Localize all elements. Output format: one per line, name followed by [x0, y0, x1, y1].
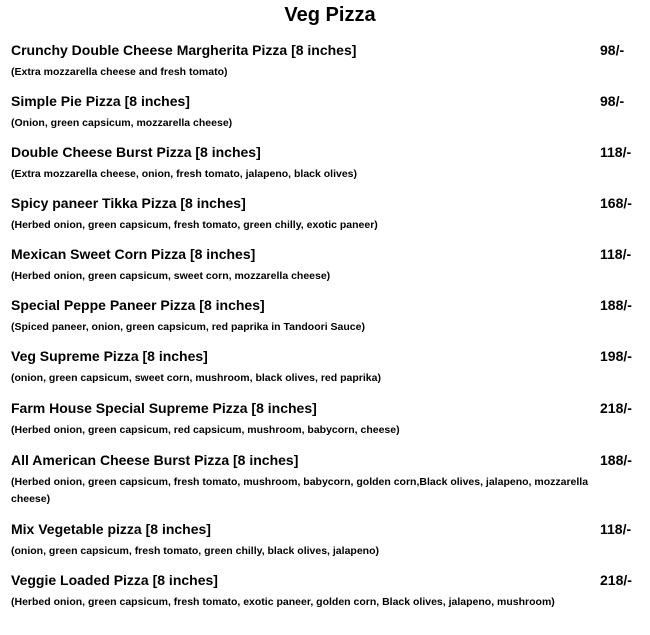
item-description: (Herbed onion, green capsicum, fresh tomato, green chilly, exotic paneer) — [11, 219, 378, 231]
item-description: (Onion, green capsicum, mozzarella cheese) — [11, 117, 233, 129]
item-price: 188/- — [600, 452, 632, 468]
item-name: Spicy paneer Tikka Pizza [8 inches] — [11, 195, 246, 211]
item-description: (onion, green capsicum, sweet corn, mushroom, black olives, red paprika) — [11, 372, 381, 384]
item-description: (onion, green capsicum, fresh tomato, green chilly, black olives, jalapeno) — [11, 545, 379, 557]
item-description: (Herbed onion, green capsicum, fresh tomato, exotic paneer, golden corn, Black olives, jalapeno, mushroom) — [11, 596, 555, 608]
item-price: 168/- — [600, 195, 632, 211]
item-price: 218/- — [600, 400, 632, 416]
item-price: 218/- — [600, 572, 632, 588]
item-name: Mexican Sweet Corn Pizza [8 inches] — [11, 246, 256, 262]
item-price: 98/- — [600, 42, 625, 58]
item-description: (Herbed onion, green capsicum, sweet corn, mozzarella cheese) — [11, 270, 331, 282]
item-name: Special Peppe Paneer Pizza [8 inches] — [11, 297, 265, 313]
item-description: (Extra mozzarella cheese and fresh tomato) — [11, 66, 228, 78]
item-price: 98/- — [600, 93, 625, 109]
item-name: Veggie Loaded Pizza [8 inches] — [11, 572, 218, 588]
item-name: Crunchy Double Cheese Margherita Pizza [8 inches] — [11, 42, 357, 58]
item-description: (Herbed onion, green capsicum, fresh tomato, mushroom, babycorn, golden corn,Black olives, jalapeno, mozzarella cheese) — [11, 476, 589, 505]
item-name: All American Cheese Burst Pizza [8 inches] — [11, 452, 299, 468]
item-description: (Extra mozzarella cheese, onion, fresh tomato, jalapeno, black olives) — [11, 168, 358, 180]
item-price: 188/- — [600, 297, 632, 313]
item-price: 118/- — [600, 521, 632, 537]
item-price: 198/- — [600, 348, 632, 364]
item-description: (Spiced paneer, onion, green capsicum, red paprika in Tandoori Sauce) — [11, 321, 365, 333]
item-price: 118/- — [600, 144, 632, 160]
item-name: Simple Pie Pizza [8 inches] — [11, 93, 190, 109]
item-description: (Herbed onion, green capsicum, red capsicum, mushroom, babycorn, cheese) — [11, 424, 400, 436]
item-name: Double Cheese Burst Pizza [8 inches] — [11, 144, 261, 160]
item-name: Farm House Special Supreme Pizza [8 inches] — [11, 400, 317, 416]
item-name: Mix Vegetable pizza [8 inches] — [11, 521, 211, 537]
item-name: Veg Supreme Pizza [8 inches] — [11, 348, 208, 364]
item-price: 118/- — [600, 246, 632, 262]
menu-title: Veg Pizza — [284, 4, 376, 26]
